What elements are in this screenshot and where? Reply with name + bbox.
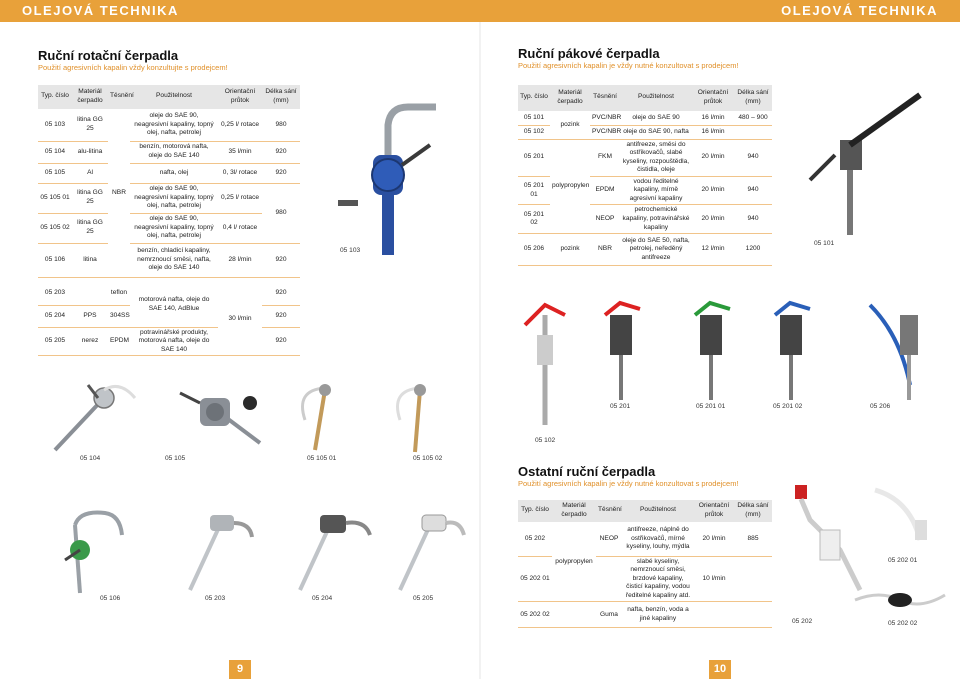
- cell-typ: 05 105: [38, 163, 72, 183]
- cell-length: 920: [262, 327, 300, 356]
- cell-length: 1200: [734, 234, 772, 266]
- table-row: [38, 109, 300, 141]
- cell-flow: 12 l/min: [692, 234, 734, 266]
- cell-use: oleje do SAE 90, neagresivní kapaliny, topný olej, nafta, petrolej: [130, 213, 218, 243]
- col-header-length: Délka sání (mm): [734, 500, 772, 522]
- pump-0510501-image: [285, 380, 365, 455]
- col-header-use: Použitelnost: [130, 85, 218, 109]
- pump-0510502-image: [375, 380, 455, 455]
- cell-typ: 05 106: [38, 243, 72, 277]
- table-row: [518, 139, 772, 176]
- right-page-subtitle: Použití agresivních kapalin je vždy nutné konzultovat s prodejcem!: [518, 61, 739, 70]
- cell-seal: Guma: [596, 602, 622, 628]
- cell-flow: 20 l/min: [692, 176, 734, 205]
- cell-flow: 0, 3l/ rotace: [218, 163, 262, 183]
- label-05104: 05 104: [80, 455, 101, 462]
- label-0520101: 05 201 01: [696, 403, 726, 410]
- pump-05103-image: [318, 95, 458, 255]
- cell-use: oleje do SAE 50, nafta, petrolej, neředěný antifreeze: [620, 234, 692, 266]
- cell-typ: 05 105 02: [38, 213, 72, 243]
- cell-use: potravinářské produkty, motorová nafta, oleje do SAE 140: [130, 327, 218, 356]
- cell-seal: NEOP: [590, 205, 620, 234]
- cell-material: litina: [72, 243, 108, 277]
- col-header-typ: Typ. číslo: [38, 85, 72, 109]
- table-row: [518, 522, 772, 556]
- cell-seal: NBR: [590, 234, 620, 266]
- col-header-material: Materiál čerpadlo: [72, 85, 108, 109]
- lever-pump-table: [518, 85, 772, 266]
- pump-05101-image: [790, 85, 950, 245]
- cell-typ: 05 202 01: [518, 556, 552, 602]
- table-row: [518, 111, 772, 125]
- pump-0520201-image: [870, 480, 950, 555]
- cell-flow: 20 l/min: [694, 522, 734, 556]
- col-header-flow: Orientační průtok: [218, 85, 262, 109]
- label-05206: 05 206: [870, 403, 891, 410]
- cell-seal: EPDM: [590, 176, 620, 205]
- pump-05104-image: [40, 380, 140, 455]
- cell-length: 940: [734, 139, 772, 176]
- cell-length: 980: [262, 183, 300, 243]
- label-05205: 05 205: [413, 595, 434, 602]
- label-0520202: 05 202 02: [888, 620, 918, 627]
- table-row: [38, 213, 300, 243]
- cell-seal: NEOP: [596, 522, 622, 556]
- page-number-left: 9: [229, 660, 251, 679]
- table-row: [38, 163, 300, 183]
- other-pump-table: [518, 500, 772, 628]
- pump-05102-image: [505, 295, 585, 435]
- col-header-material: Materiál čerpadlo: [550, 85, 590, 111]
- pump-05205-image: [380, 505, 470, 595]
- pump-05206-image: [840, 295, 950, 405]
- cell-typ: 05 204: [38, 305, 72, 327]
- other-pumps-subtitle: Použití agresivních kapalin je vždy nutné konzultovat s prodejcem!: [518, 479, 739, 488]
- pump-0520101-image: [680, 295, 745, 405]
- cell-typ: 05 103: [38, 109, 72, 141]
- cell-length: 920: [262, 141, 300, 163]
- pump-05105-image: [160, 383, 290, 458]
- table-row: [38, 243, 300, 277]
- cell-material: PPS: [72, 305, 108, 327]
- col-header-typ: Typ. číslo: [518, 500, 552, 522]
- cell-use: motorová nafta, oleje do SAE 140, AdBlue: [130, 283, 218, 327]
- cell-use: antifreeze, směsi do ostřikovačů, slabé kyseliny, rozpouštědla, čistidla, oleje: [620, 139, 692, 176]
- table-row: [38, 283, 300, 305]
- label-05102: 05 102: [535, 437, 556, 444]
- cell-material: alu-litina: [72, 141, 108, 163]
- left-page-subtitle: Použití agresivních kapalin vždy konzultujte s prodejcem!: [38, 63, 228, 72]
- cell-flow: 0,25 l/ rotace: [218, 109, 262, 141]
- rotary-pump-table: [38, 85, 300, 356]
- cell-use: oleje do SAE 90, neagresivní kapaliny, topný olej, nafta, petrolej: [130, 109, 218, 141]
- left-page-title: Ruční rotační čerpadla: [38, 48, 179, 63]
- col-header-length: Délka sání (mm): [734, 85, 772, 111]
- cell-material: pozink: [550, 111, 590, 139]
- cell-use: oleje do SAE 90: [620, 111, 692, 125]
- cell-typ: 05 201 02: [518, 205, 550, 234]
- cell-use: nafta, olej: [130, 163, 218, 183]
- label-05203: 05 203: [205, 595, 226, 602]
- cell-typ: 05 105 01: [38, 183, 72, 213]
- cell-typ: 05 205: [38, 327, 72, 356]
- cell-seal: PVC/NBR: [590, 111, 620, 125]
- header-band-right: [480, 0, 960, 22]
- cell-typ: 05 202 02: [518, 602, 552, 628]
- cell-use: slabé kyseliny, nemrznoucí směsi, brzdové kapaliny, čisticí kapaliny, vodou ředitelné kapaliny atd.: [622, 556, 694, 602]
- cell-material: litina GG 25: [72, 109, 108, 141]
- cell-seal: EPDM: [108, 327, 130, 356]
- cell-use: antifreeze, náplně do ostřikovačů, mírné kyseliny, louhy, mýdla: [622, 522, 694, 556]
- header-title-right: OLEJOVÁ TECHNIKA: [781, 3, 938, 18]
- label-0520201: 05 202 01: [888, 557, 918, 564]
- header-title-left: OLEJOVÁ TECHNIKA: [22, 3, 179, 18]
- col-header-use: Použitelnost: [620, 85, 692, 111]
- cell-flow: 0,25 l/ rotace: [218, 183, 262, 213]
- cell-typ: 05 201: [518, 139, 550, 176]
- cell-material: nerez: [72, 327, 108, 356]
- cell-use: nafta, benzín, voda a jiné kapaliny: [622, 602, 694, 628]
- col-header-seal: Těsnění: [590, 85, 620, 111]
- pump-0520102-image: [760, 295, 825, 405]
- page-number-right: 10: [709, 660, 731, 679]
- cell-length: 920: [262, 163, 300, 183]
- pump-05203-image: [160, 505, 260, 595]
- cell-typ: 05 202: [518, 522, 552, 556]
- cell-flow: 28 l/min: [218, 243, 262, 277]
- col-header-typ: Typ. číslo: [518, 85, 550, 111]
- cell-use: oleje do SAE 90, nafta: [620, 125, 692, 139]
- label-0510502: 05 105 02: [413, 455, 443, 462]
- cell-seal: teflon: [108, 283, 130, 305]
- cell-material: litina GG 25: [72, 213, 108, 243]
- cell-length: 940: [734, 176, 772, 205]
- cell-flow: 30 l/min: [218, 283, 262, 356]
- cell-material: pozink: [550, 234, 590, 266]
- cell-flow: 16 l/min: [692, 111, 734, 125]
- cell-typ: 05 201 01: [518, 176, 550, 205]
- col-header-length: Délka sání (mm): [262, 85, 300, 109]
- cell-length: 920: [262, 243, 300, 277]
- table-row: [38, 183, 300, 213]
- cell-typ: 05 203: [38, 283, 72, 305]
- cell-material: polypropylen: [552, 522, 596, 602]
- cell-length: 920: [262, 305, 300, 327]
- table-row: [38, 141, 300, 163]
- pump-05201-image: [590, 295, 655, 405]
- col-header-flow: Orientační průtok: [694, 500, 734, 522]
- cell-typ: 05 101: [518, 111, 550, 125]
- cell-length: 980: [262, 109, 300, 141]
- cell-material: polypropylen: [550, 139, 590, 234]
- cell-flow: 0,4 l/ rotace: [218, 213, 262, 243]
- cell-flow: 16 l/min: [692, 125, 734, 139]
- col-header-flow: Orientační průtok: [692, 85, 734, 111]
- label-05105: 05 105: [165, 455, 186, 462]
- label-0510501: 05 105 01: [307, 455, 337, 462]
- page-gutter: [479, 22, 481, 679]
- cell-material: Al: [72, 163, 108, 183]
- cell-seal: PVC/NBR: [590, 125, 620, 139]
- cell-flow: 20 l/min: [692, 205, 734, 234]
- col-header-seal: Těsnění: [596, 500, 622, 522]
- col-header-use: Použitelnost: [622, 500, 694, 522]
- cell-material: litina GG 25: [72, 183, 108, 213]
- label-0520102: 05 201 02: [773, 403, 803, 410]
- right-page-title: Ruční pákové čerpadla: [518, 46, 660, 61]
- col-header-seal: Těsnění: [108, 85, 130, 109]
- cell-use: benzín, chladicí kapaliny, nemrznoucí směsi, nafta, oleje do SAE 140: [130, 243, 218, 277]
- cell-typ: 05 206: [518, 234, 550, 266]
- other-pumps-title: Ostatní ruční čerpadla: [518, 464, 656, 479]
- cell-use: petrochemické kapaliny, potravinářské kapaliny: [620, 205, 692, 234]
- label-05201: 05 201: [610, 403, 631, 410]
- cell-length: 885: [734, 522, 772, 556]
- cell-length: 480 – 900: [734, 111, 772, 125]
- pump-0520202-image: [850, 580, 950, 620]
- cell-seal: NBR: [108, 109, 130, 277]
- label-05101: 05 101: [814, 240, 835, 247]
- table-row: [518, 234, 772, 266]
- label-05202: 05 202: [792, 618, 813, 625]
- cell-flow: 35 l/min: [218, 141, 262, 163]
- cell-use: benzín, motorová nafta, oleje do SAE 140: [130, 141, 218, 163]
- cell-seal: 304SS: [108, 305, 130, 327]
- cell-use: oleje do SAE 90, neagresivní kapaliny, topný olej, nafta, petrolej: [130, 183, 218, 213]
- cell-length: 920: [262, 283, 300, 305]
- cell-flow: 10 l/min: [694, 556, 734, 602]
- header-band-left: [0, 0, 480, 22]
- label-05204: 05 204: [312, 595, 333, 602]
- label-05103: 05 103: [340, 247, 361, 254]
- col-header-material: Materiál čerpadlo: [552, 500, 596, 522]
- cell-typ: 05 104: [38, 141, 72, 163]
- label-05106: 05 106: [100, 595, 121, 602]
- cell-use: vodou ředitelné kapaliny, mírně agresivní kapaliny: [620, 176, 692, 205]
- cell-flow: 20 l/min: [692, 139, 734, 176]
- pump-05204-image: [270, 505, 380, 595]
- pump-05106-image: [50, 505, 140, 595]
- cell-typ: 05 102: [518, 125, 550, 139]
- table-row: [518, 602, 772, 628]
- cell-length: 940: [734, 205, 772, 234]
- cell-seal: FKM: [590, 139, 620, 176]
